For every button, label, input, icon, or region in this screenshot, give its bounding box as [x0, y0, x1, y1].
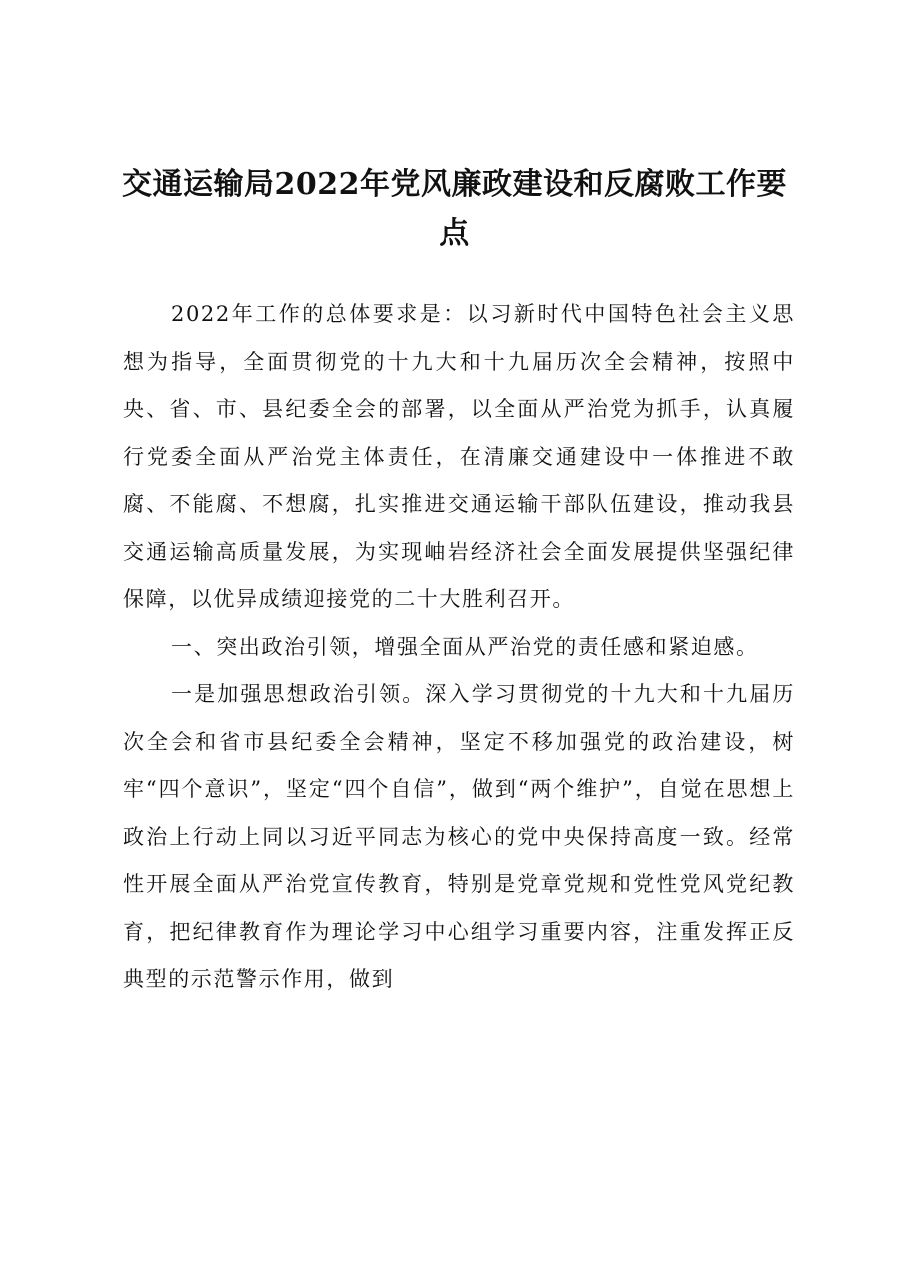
paragraph-general-requirements: 2022年工作的总体要求是：以习新时代中国特色社会主义思想为指导，全面贯彻党的十九大和十九届历次全会精神，按照中央、省、市、县纪委全会的部署，以全面从严治党为抓手，认真履行党委全面从严治党主体责任，在清廉交通建设中一体推进不敢腐、不能腐、不想腐，扎实推进交通运输干部队伍建设，推动我县交通运输高质量发展，为实现岫岩经济社会全面发展提供坚强纪律保障，以优异成绩迎接党的二十大胜利召开。 [123, 302, 795, 611]
paragraph-political-guidance: 一是加强思想政治引领。深入学习贯彻党的十九大和十九届历次全会和省市县纪委全会精神，坚定不移加强党的政治建设，树牢“四个意识”，坚定“四个自信”，做到“两个维护”，自觉在思想上政治上行动上同以习近平同志为核心的党中央保持高度一致。经常性开展全面从严治党宣传教育，特别是党章党规和党性党风党纪教育，把纪律教育作为理论学习中心组学习重要内容，注重发挥正反典型的示范警示作用，做到 [123, 682, 795, 991]
paragraph-section-one-heading: 一、突出政治引领，增强全面从严治党的责任感和紧迫感。 [171, 634, 759, 659]
document-title: 交通运输局2022年党风廉政建设和反腐败工作要点 [122, 167, 787, 251]
document-body [123, 291, 795, 1004]
